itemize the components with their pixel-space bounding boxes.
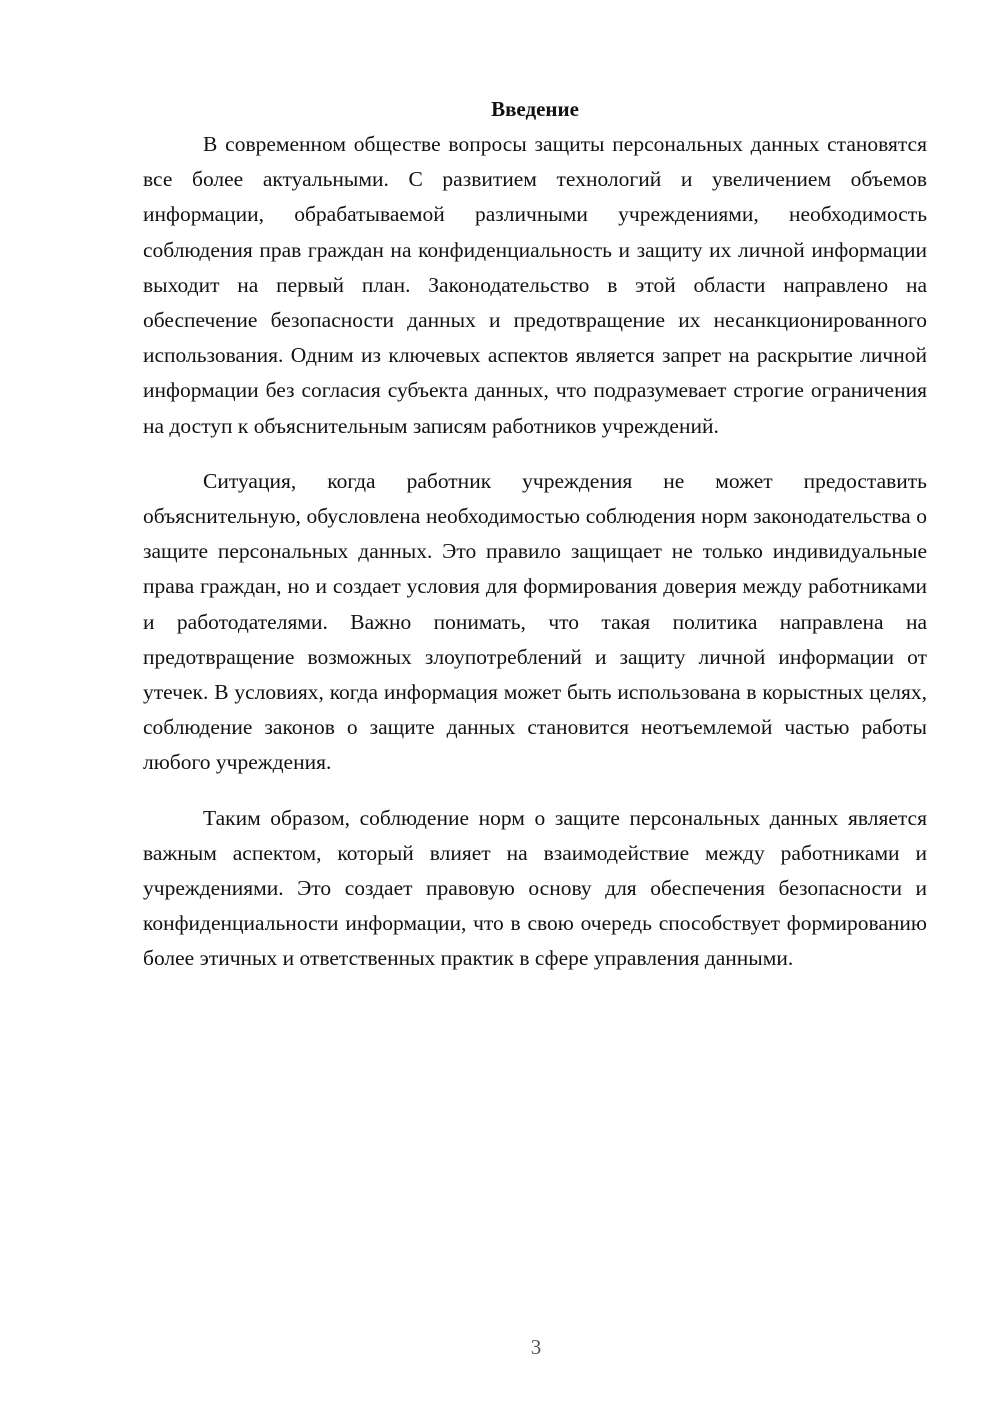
paragraph-3: Таким образом, соблюдение норм о защите персональных данных является важным аспектом, который влияет на взаимодействие между работниками и учреждениями. Это создает правовую основу для обеспечения безопасности и конфиденциальности информации, что в свою очередь способствует формированию более этичных и ответственных практик в сфере управления данными. xyxy=(143,805,927,971)
section-title: Введение xyxy=(491,97,579,121)
paragraph-2: Ситуация, когда работник учреждения не может предоставить объяснительную, обусловлена необходимостью соблюдения норм законодательства о защите персональных данных. Это правило защищает не только индивидуальные права граждан, но и создает условия для формирования доверия между работниками и работодателями. Важно понимать, что такая политика направлена на предотвращение возможных злоупотреблений и защиту личной информации от утечек. В условиях, когда информация может быть использована в корыстных целях, соблюдение законов о защите данных становится неотъемлемой частью работы любого учреждения. xyxy=(143,468,927,775)
page-content xyxy=(143,92,927,977)
paragraph-1: В современном обществе вопросы защиты персональных данных становятся все более актуальными. С развитием технологий и увеличением объемов информации, обрабатываемой различными учреждениями, необходимость соблюдения прав граждан на конфиденциальность и защиту их личной информации выходит на первый план. Законодательство в этой области направлено на обеспечение безопасности данных и предотвращение их несанкционированного использования. Одним из ключевых аспектов является запрет на раскрытие личной информации без согласия субъекта данных, что подразумевает строгие ограничения на доступ к объяснительным записям работников учреждений. xyxy=(143,132,927,438)
page-number: 3 xyxy=(530,1335,542,1359)
